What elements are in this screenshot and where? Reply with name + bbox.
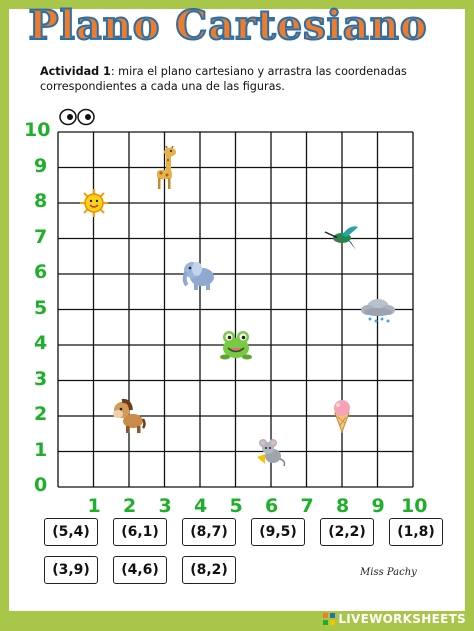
brand-text: LIVEWORKSHEETS — [338, 612, 466, 626]
coordinate-chip[interactable]: (4,6) — [113, 556, 167, 584]
coordinate-chip[interactable]: (3,9) — [44, 556, 98, 584]
x-axis-label: 9 — [371, 495, 385, 517]
sun-figure — [79, 188, 109, 222]
mouse-figure — [255, 437, 287, 471]
coordinate-chip[interactable]: (1,8) — [389, 518, 443, 546]
y-axis-label: 2 — [34, 403, 48, 425]
y-axis-label: 9 — [34, 154, 48, 177]
activity-label: Actividad 1 — [40, 65, 111, 78]
y-axis-label: 0 — [34, 474, 48, 496]
x-axis-label: 6 — [265, 495, 279, 517]
x-axis-label: 10 — [401, 495, 428, 517]
signature: Miss Pachy — [360, 567, 417, 578]
y-axis-label: 10 — [24, 119, 51, 141]
instruction-body: : mira el plano cartesiano y arrastra las coordenadas correspondientes a cada una de las figuras. — [40, 65, 407, 93]
coordinate-chip[interactable]: (8,2) — [182, 556, 236, 584]
x-axis-label: 5 — [229, 495, 243, 517]
y-axis-label: 3 — [34, 367, 48, 390]
hummingbird-figure — [322, 224, 362, 258]
cloud-figure — [359, 296, 397, 328]
horse-figure — [112, 398, 146, 438]
coordinate-chip[interactable]: (5,4) — [44, 518, 98, 546]
y-axis-label: 4 — [34, 332, 48, 354]
coordinate-chip[interactable]: (6,1) — [113, 518, 167, 546]
x-axis-label: 7 — [300, 495, 314, 517]
y-axis-label: 6 — [34, 261, 48, 283]
liveworksheets-icon — [323, 613, 335, 625]
coordinate-chip[interactable]: (9,5) — [251, 518, 305, 546]
x-axis-label: 3 — [158, 495, 172, 517]
y-axis-label: 7 — [34, 225, 48, 248]
frog-figure — [219, 329, 253, 365]
brand-logo — [323, 612, 466, 626]
y-axis-label: 5 — [34, 296, 48, 319]
x-axis-label: 4 — [194, 495, 208, 517]
y-axis-label: 1 — [34, 438, 48, 461]
y-axis-label: 8 — [34, 190, 48, 212]
page-title: Plano Cartesiano — [28, 2, 428, 49]
x-axis-label: 8 — [336, 495, 350, 517]
giraffe-figure — [152, 146, 178, 194]
elephant-figure — [182, 257, 218, 295]
icecream-figure — [330, 399, 354, 437]
x-axis-label: 1 — [87, 495, 101, 517]
coordinate-chip[interactable]: (2,2) — [320, 518, 374, 546]
x-axis-label: 2 — [123, 495, 137, 517]
coordinate-chip[interactable]: (8,7) — [182, 518, 236, 546]
